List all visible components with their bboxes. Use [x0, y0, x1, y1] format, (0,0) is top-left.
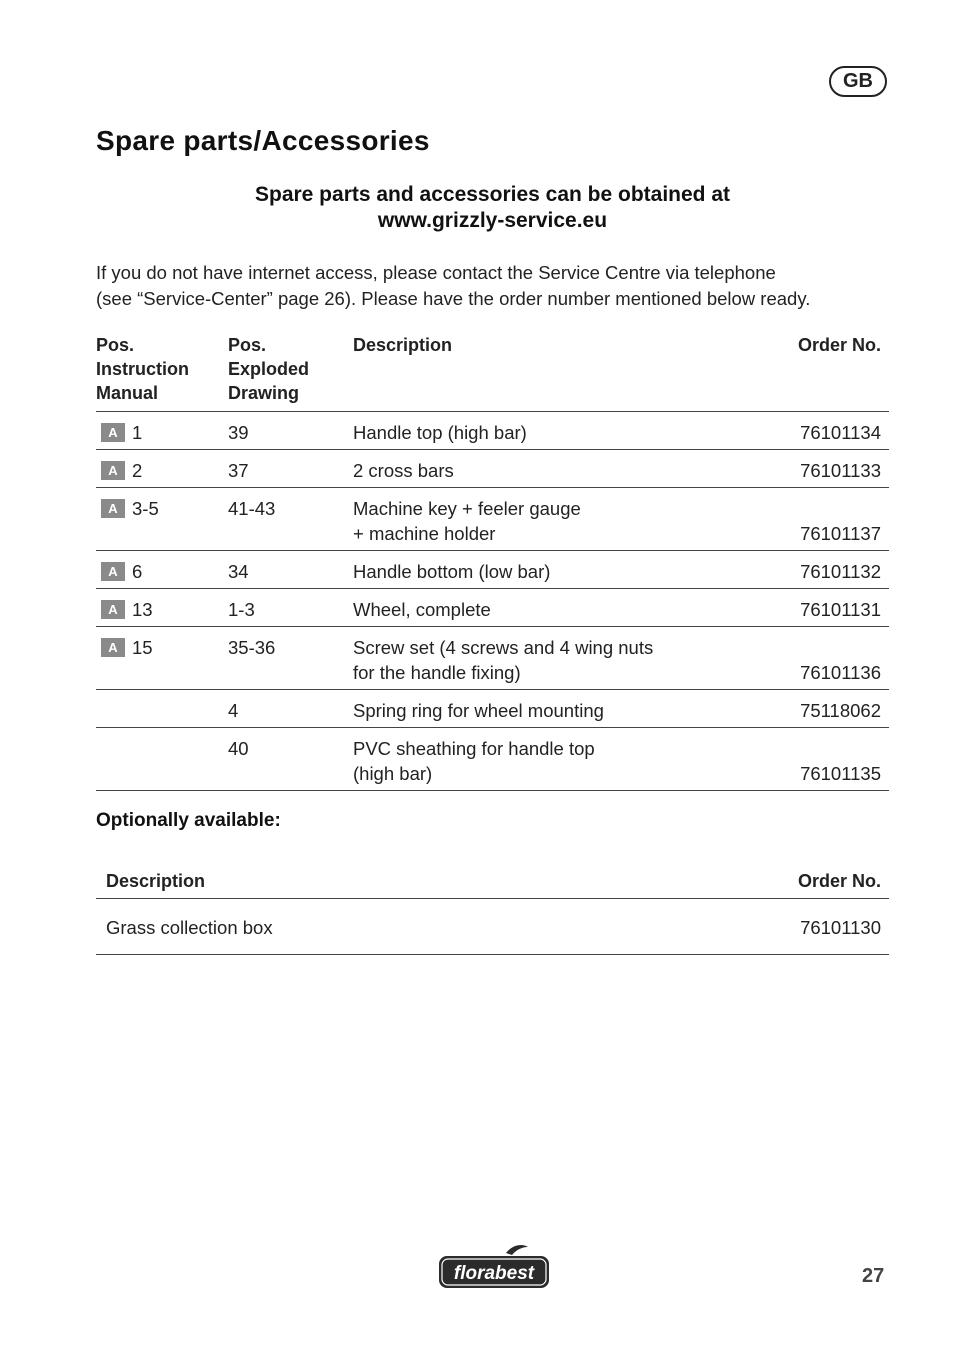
cell-description — [353, 496, 721, 546]
intro-paragraph — [96, 260, 896, 311]
description-line: Machine key + feeler gauge — [353, 498, 581, 519]
description-line: PVC sheathing for handle top — [353, 738, 595, 759]
pos-instruction-value: 3-5 — [132, 498, 159, 519]
table-body — [96, 412, 889, 791]
cell-pos-drawing: 37 — [228, 460, 249, 481]
figure-marker: A — [101, 461, 125, 480]
cell-pos-drawing: 39 — [228, 422, 249, 443]
service-url: www.grizzly-service.eu — [377, 209, 608, 232]
header-pos-drawing — [228, 333, 353, 405]
figure-marker: A — [101, 423, 125, 442]
pos-instruction-value: 13 — [132, 599, 153, 620]
spare-parts-table — [96, 333, 889, 791]
cell-description — [353, 458, 721, 483]
florabest-logo — [436, 1243, 552, 1296]
optional-table — [96, 868, 889, 955]
description-line: Handle top (high bar) — [353, 422, 527, 443]
pos-instruction-value: 2 — [132, 460, 143, 481]
cell-pos-drawing: 41-43 — [228, 498, 276, 519]
table-row — [96, 690, 889, 728]
table-row — [96, 412, 889, 450]
cell-order-no: 76101134 — [800, 422, 881, 443]
table-row — [96, 551, 889, 589]
cell-description — [353, 420, 721, 445]
header-pos-instruction — [96, 333, 228, 405]
cell-order-no: 76101131 — [800, 599, 881, 620]
pos-instruction-value: 6 — [132, 561, 143, 582]
header-text: Pos. — [96, 335, 135, 355]
cell-pos-instruction — [96, 698, 228, 723]
cell-order-no: 76101135 — [800, 763, 881, 784]
description-line: Handle bottom (low bar) — [353, 561, 551, 582]
header-description: Description — [353, 335, 453, 355]
description-line: Screw set (4 screws and 4 wing nuts — [353, 637, 654, 658]
cell-description — [353, 635, 721, 685]
table-row — [96, 488, 889, 551]
cell-order-no: 76101133 — [800, 460, 881, 481]
table-body — [96, 899, 889, 955]
intro-line: If you do not have internet access, please contact the Service Centre via telephone — [96, 262, 776, 283]
cell-description — [353, 698, 721, 723]
obtain-line: Spare parts and accessories can be obtained at — [254, 183, 731, 206]
table-header — [96, 868, 889, 899]
table-row — [96, 450, 889, 488]
cell-description — [353, 736, 721, 786]
header-text: Drawing — [228, 383, 300, 403]
description-line: 2 cross bars — [353, 460, 454, 481]
cell-order-no: 76101130 — [800, 917, 881, 938]
description-line: (high bar) — [353, 763, 433, 784]
figure-marker: A — [101, 600, 125, 619]
description-line: Wheel, complete — [353, 599, 491, 620]
table-header — [96, 333, 889, 412]
table-row — [96, 627, 889, 690]
cell-order-no: 76101132 — [800, 561, 881, 582]
table-row — [96, 589, 889, 627]
cell-description — [353, 559, 721, 584]
table-row — [96, 728, 889, 791]
figure-marker: A — [101, 499, 125, 518]
cell-pos-instruction — [96, 420, 228, 445]
page-title: Spare parts/Accessories — [96, 125, 430, 156]
cell-description: Grass collection box — [106, 917, 273, 938]
figure-marker: A — [101, 562, 125, 581]
table-row — [96, 899, 889, 955]
cell-pos-drawing: 34 — [228, 561, 249, 582]
cell-pos-drawing: 40 — [228, 738, 249, 759]
florabest-logo-graphic — [436, 1243, 552, 1291]
cell-pos-instruction — [96, 559, 228, 584]
description-line: Spring ring for wheel mounting — [353, 700, 604, 721]
cell-pos-instruction — [96, 736, 228, 786]
header-order-no: Order No. — [797, 335, 881, 355]
obtain-notice — [96, 182, 889, 234]
cell-order-no: 76101136 — [800, 662, 881, 683]
pos-instruction-value: 1 — [132, 422, 143, 443]
cell-pos-drawing: 4 — [228, 700, 239, 721]
header-text: Instruction — [96, 359, 189, 379]
description-line: for the handle fixing) — [353, 662, 521, 683]
optional-title: Optionally available: — [96, 810, 281, 831]
language-badge: GB — [829, 66, 887, 97]
svg-text:florabest: florabest — [453, 1263, 535, 1284]
intro-line: (see “Service-Center” page 26). Please have the order number mentioned below ready. — [96, 287, 811, 309]
description-line: + machine holder — [353, 523, 496, 544]
pos-instruction-value: 15 — [132, 637, 153, 658]
cell-description — [353, 597, 721, 622]
cell-pos-drawing: 1-3 — [228, 599, 255, 620]
cell-pos-instruction — [96, 458, 228, 483]
header-text: Pos. — [228, 335, 267, 355]
header-order-no: Order No. — [797, 871, 881, 891]
header-description: Description — [106, 871, 206, 891]
cell-order-no: 75118062 — [800, 700, 881, 721]
cell-pos-instruction — [96, 496, 228, 546]
header-text: Manual — [96, 383, 159, 403]
cell-order-no: 76101137 — [800, 523, 881, 544]
header-text: Exploded — [228, 359, 310, 379]
figure-marker: A — [101, 638, 125, 657]
cell-pos-instruction — [96, 635, 228, 685]
page-number: 27 — [862, 1265, 885, 1287]
cell-pos-drawing: 35-36 — [228, 637, 276, 658]
cell-pos-instruction — [96, 597, 228, 622]
